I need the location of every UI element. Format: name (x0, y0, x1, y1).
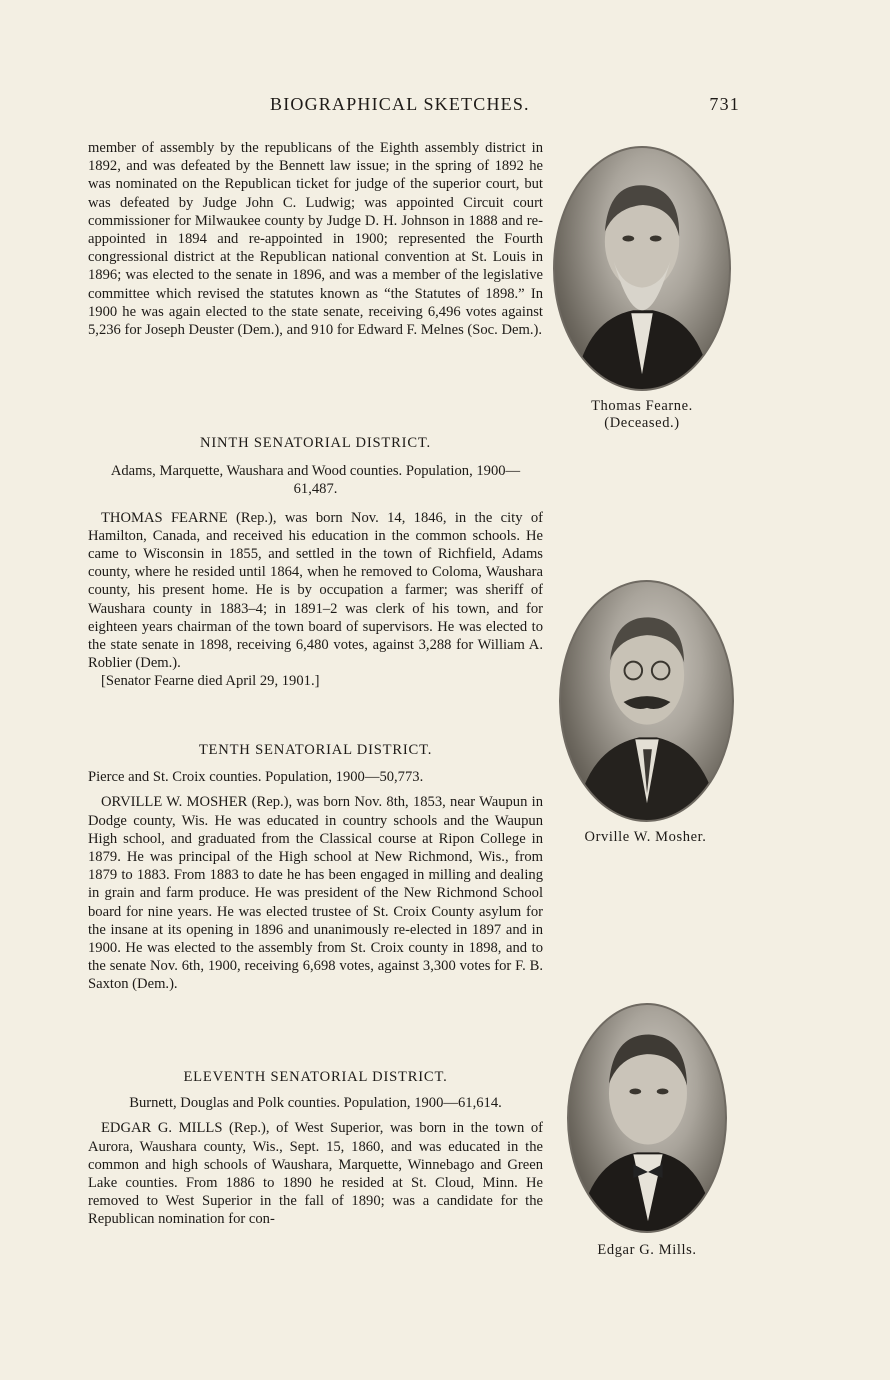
running-head (270, 94, 740, 115)
mills-caption-name: Edgar G. Mills. (597, 1242, 697, 1258)
mosher-biography: ORVILLE W. MOSHER (Rep.), was born Nov. 8th, 1853, near Waupun in Dodge county, Wis. He was educated in country schools and the Waupun High school, and graduated from the Classical course at Ripon College in 1879. He was principal of the High school at New Richmond, Wis., from 1879 to 1883. From 1883 to date he has been engaged in milling and dealing in grain and farm produce. He was president of the New Richmond School board for nine years. He was elected trustee of St. Croix County asylum for the insane at its opening in 1896 and unanimously re-elected in 1897 and in 1900. He was elected to the assembly from St. Croix county in 1898, and to the senate Nov. 6th, 1900, receiving 6,698 votes, against 3,300 votes for F. B. Saxton (Dem.). (88, 794, 543, 993)
continuation-text: member of assembly by the republicans of the Eighth assembly district in 1892, and was defeated by the Bennett law issue; in the spring of 1892 he was nominated on the Republican ticket for judge of the superior court, but was defeated by Judge John C. Ludwig; was appointed Circuit court commissioner for Milwaukee county by Judge D. H. Johnson in 1888 and re-appointed in 1894 and re-appointed in 1900; represented the Fourth congressional district at the Republican national convention at St. Louis in 1896; was elected to the senate in 1896, and was a member of the legislative committee which revised the statutes known as “the Statutes of 1898.” In 1900 he was again elected to the state senate, receiving 6,496 votes against 5,236 for Joseph Deuster (Dem.), and 910 for Edward F. Melnes (Soc. Dem.). (88, 140, 543, 339)
running-title: BIOGRAPHICAL SKETCHES. (270, 94, 530, 114)
eleventh-district-counties: Burnett, Douglas and Polk counties. Population, 1900—61,614. (129, 1095, 502, 1112)
tenth-district-heading: TENTH SENATORIAL DISTRICT. (198, 742, 433, 758)
fearne-caption-note: (Deceased.) (604, 415, 680, 431)
fearne-biography: THOMAS FEARNE (Rep.), was born Nov. 14, 1846, in the city of Hamilton, Canada, and received his education in the common schools. He came to Wisconsin in 1855, and settled in the town of Richfield, Adams county, where he resided until 1864, when he removed to Coloma, Waushara county, his present home. He is by occupation a farmer; was sheriff of Waushara county in 1883–4; in 1891–2 was clerk of his town, and for eighteen years chairman of the town board of supervisors. He was elected to the state senate in 1898, receiving 6,480 votes, against 3,288 for William A. Roblier (Dem.). (88, 509, 543, 672)
mosher-portrait-icon (559, 580, 734, 822)
tenth-district-counties: Pierce and St. Croix counties. Population, 1900—50,773. (88, 769, 424, 786)
tenth-district-section (88, 741, 543, 994)
eleventh-district-section (88, 1068, 543, 1229)
fearne-death-note: [Senator Fearne died April 29, 1901.] (101, 673, 320, 690)
ninth-district-counties: Adams, Marquette, Waushara and Wood counties. Population, 1900—61,487. (110, 463, 521, 498)
fearne-caption-name: Thomas Fearne. (591, 398, 693, 414)
fearne-caption (553, 398, 731, 432)
ninth-district-heading: NINTH SENATORIAL DISTRICT. (200, 435, 431, 451)
mosher-caption (553, 829, 738, 846)
page-number: 731 (709, 94, 740, 114)
continuation-paragraph (88, 139, 543, 339)
ninth-district-section (88, 434, 543, 691)
mosher-caption-name: Orville W. Mosher. (584, 829, 707, 845)
mills-biography: EDGAR G. MILLS (Rep.), of West Superior, was born in the town of Aurora, Waushara county, Wis., Sept. 15, 1860, and was educated in the common and high schools of Waushara, Marquette, Winnebago and Green Lake counties. From 1886 to 1890 he resided at St. Cloud, Minn. He removed to West Superior in the fall of 1890; was a candidate for the Republican nomination for con- (88, 1120, 543, 1228)
mills-caption (557, 1242, 737, 1259)
fearne-portrait-icon (553, 146, 731, 391)
mills-portrait-icon (567, 1003, 727, 1233)
eleventh-district-heading: ELEVENTH SENATORIAL DISTRICT. (183, 1069, 448, 1085)
